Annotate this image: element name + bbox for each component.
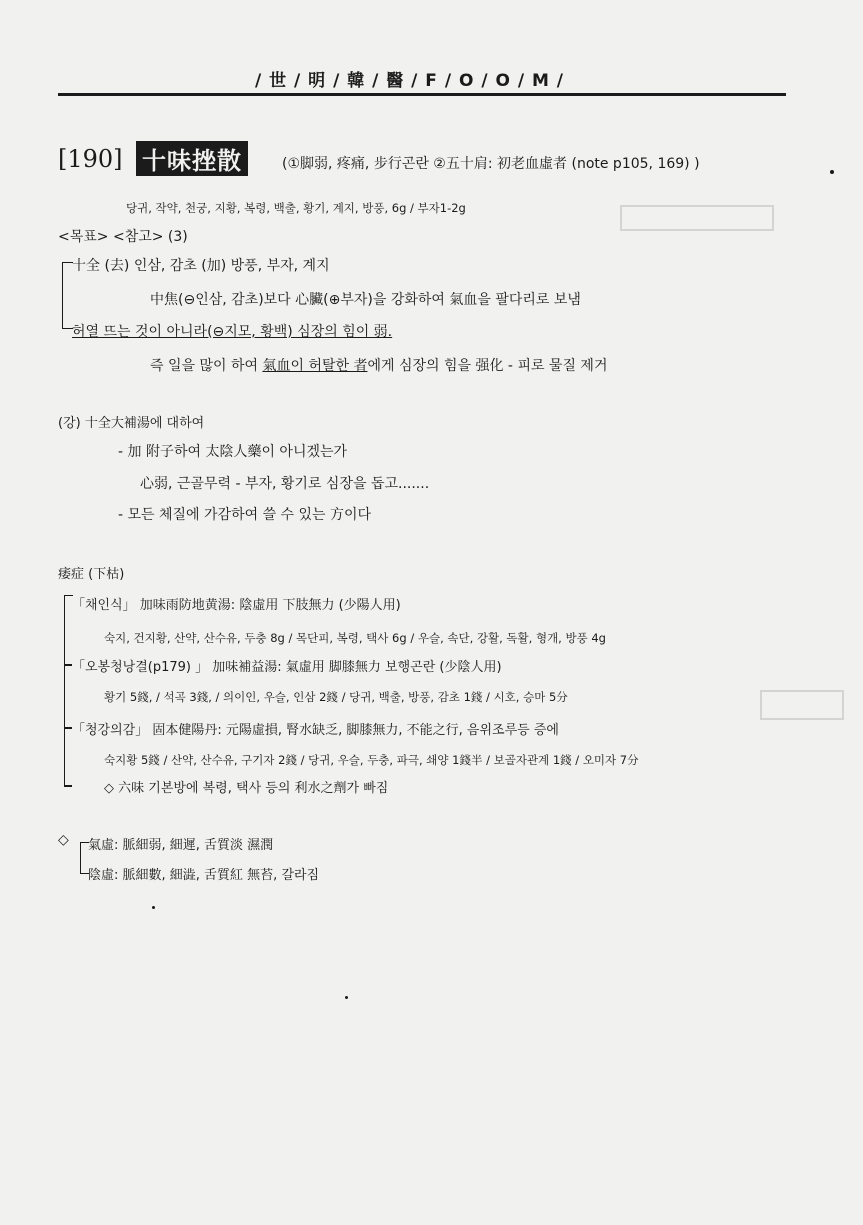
ingredients: 당귀, 작약, 천궁, 지황, 복령, 백출, 황기, 계지, 방풍, 6g / 부자1-2g: [126, 201, 466, 215]
b3-head: 痿症 (下枯): [58, 567, 125, 582]
header-band: / 世 / 明 / 韓 / 醫 / F / O / O / M /: [255, 71, 565, 91]
entry-name: 十味挫散: [136, 141, 248, 176]
bracket-3: [64, 595, 73, 786]
b1-line4-post: 에게 심장의 힘을 强化 - 피로 물질 제거: [367, 358, 608, 374]
b2-head: (강) 十全大補湯에 대하여: [58, 416, 205, 431]
margin-dot: [830, 170, 834, 174]
b1-line1: 十全 (去) 인삼, 감초 (加) 방풍, 부자, 계지: [72, 258, 330, 274]
b2-l1: - 加 附子하여 太陰人藥이 아니겠는가: [118, 444, 348, 460]
showthrough-box-2: [760, 690, 844, 720]
entry-number: [190]: [58, 145, 123, 173]
b1-line4-underlined: 氣血이 허탈한 者: [262, 358, 368, 374]
b1-line4: [150, 355, 607, 375]
b3-item1-sub: 숙지, 건지황, 산약, 산수유, 두충 8g / 목단피, 복령, 택사 6g / 우슬, 속단, 강활, 독활, 형개, 방풍 4g: [104, 631, 606, 645]
b3-item4: ◇ 六味 기본방에 복령, 택사 등의 利水之劑가 빠짐: [104, 781, 389, 796]
b2-l3: - 모든 체질에 가감하여 쓸 수 있는 方이다: [118, 507, 372, 523]
speck-1: [152, 906, 155, 909]
b3-item3-sub: 숙지황 5錢 / 산약, 산수유, 구기자 2錢 / 당귀, 우슬, 두충, 파극, 쇄양 1錢半 / 보골자관계 1錢 / 오미자 7分: [104, 753, 639, 767]
b3-item2-sub: 황기 5錢, / 석곡 3錢, / 의이인, 우슬, 인삼 2錢 / 당귀, 백출, 방풍, 감초 1錢 / 시호, 승마 5分: [104, 690, 568, 704]
b1-line2: 中焦(⊖인삼, 감초)보다 心臟(⊕부자)을 강화하여 氣血을 팔다리로 보냄: [150, 292, 581, 308]
b3-item1: 「채인식」 加味雨防地黄湯: 陰虛用 下肢無力 (少陽人用): [72, 598, 401, 613]
speck-2: [345, 996, 348, 999]
bracket-3-tick-2: [64, 664, 72, 666]
b1-line3: 허열 뜨는 것이 아니라(⊖지모, 황백) 심장의 힘이 弱.: [72, 324, 393, 340]
b4-l2: 陰虛: 脈細數, 細澁, 舌質紅 無苔, 갈라짐: [88, 868, 320, 883]
b3-item3: 「청강의감」 固本健陽丹: 元陽虛損, 腎水缺乏, 脚膝無力, 不能之行, 음위조루등 증에: [72, 723, 559, 738]
entry-note: (①脚弱, 疼痛, 步行곤란 ②五十肩: 初老血虛者 (note p105, 169) ): [282, 156, 700, 172]
b2-l2: 心弱, 근골무력 - 부자, 황기로 심장을 돕고.......: [140, 476, 430, 492]
bracket-3-tick-3: [64, 727, 72, 729]
goal-line: <목표> <참고> (3): [58, 229, 188, 245]
b4-diamond: ◇: [58, 832, 69, 848]
bracket-3-tick-4: [64, 785, 72, 787]
showthrough-box: [620, 205, 774, 231]
b4-l1: 氣虛: 脈細弱, 細遲, 舌質淡 濕潤: [88, 838, 274, 853]
b3-item2: 「오봉청낭결(p179) 」 加味補益湯: 氣虛用 脚膝無力 보행곤란 (少陰人用): [72, 660, 502, 675]
b1-line4-pre: 즉 일을 많이 하여: [150, 358, 263, 374]
header-rule: [58, 93, 786, 96]
